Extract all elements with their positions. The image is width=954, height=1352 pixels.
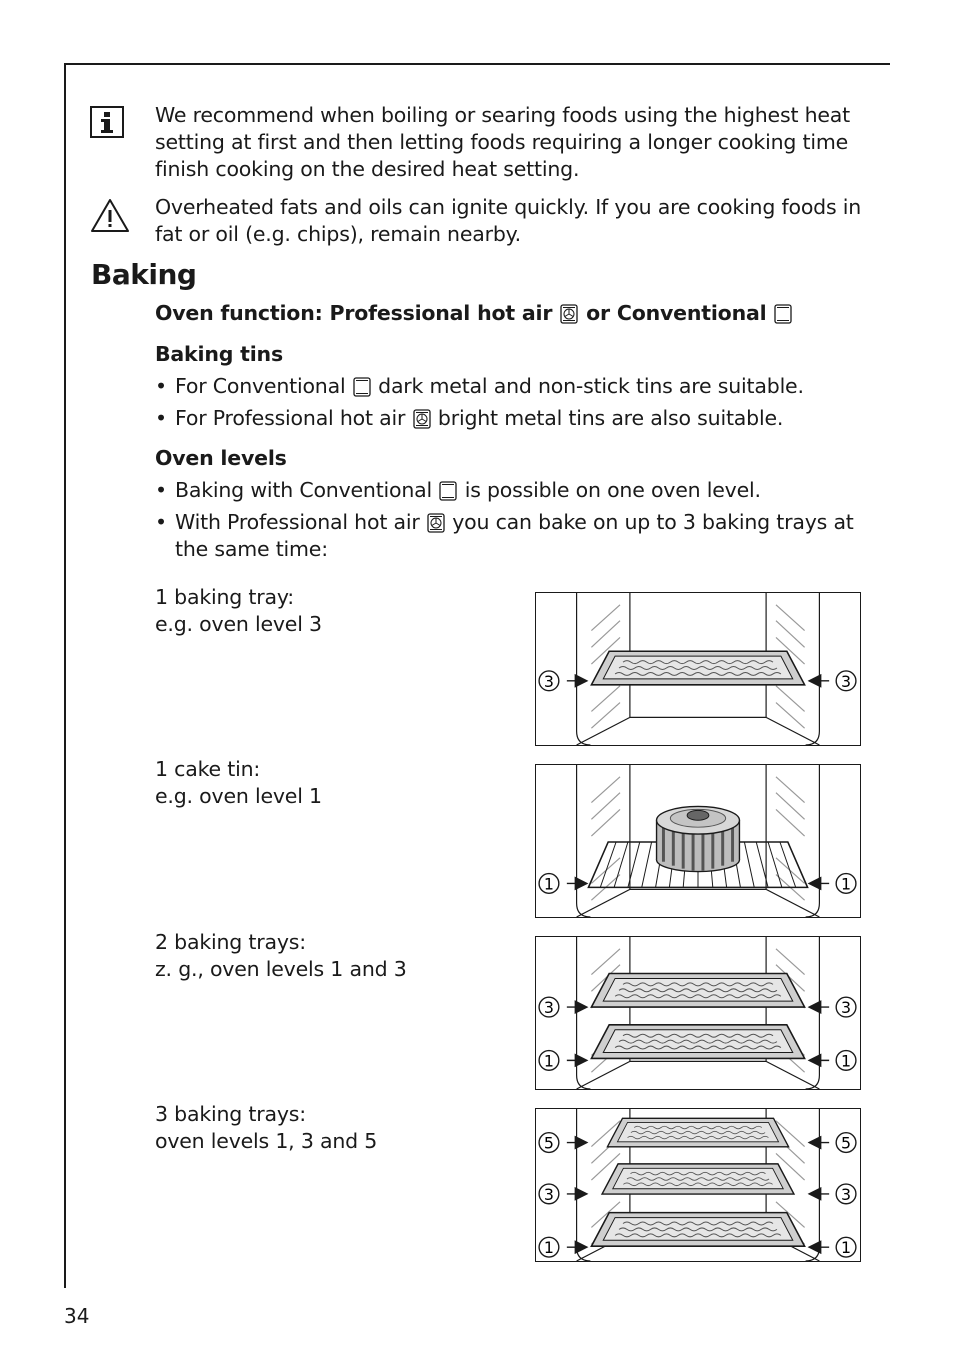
level-label-right: 5: [841, 1133, 852, 1153]
example-caption-line2: e.g. oven level 3: [155, 612, 322, 636]
list-item: [155, 509, 865, 563]
oven-diagram-three-trays: [535, 1108, 861, 1262]
oven-function-prefix: Oven function: Professional hot air: [155, 301, 553, 325]
level-label-right: 3: [841, 1184, 852, 1204]
bullet-dot: •: [155, 510, 167, 534]
level-label-right: 1: [841, 1238, 852, 1258]
bullet-dot: •: [155, 406, 167, 430]
example-caption: [155, 929, 407, 983]
bullet-text: dark metal and non-stick tins are suitable.: [378, 374, 804, 398]
example-caption-line1: 3 baking trays:: [155, 1102, 306, 1126]
oven-levels-heading: Oven levels: [155, 446, 287, 470]
warning-note-text: Overheated fats and oils can ignite quickly. If you are cooking foods in fat or oil (e.g. chips), remain nearby.: [155, 195, 862, 246]
example-caption-line1: 2 baking trays:: [155, 930, 306, 954]
bullet-text: you can bake on up to 3 baking trays at the same time:: [175, 510, 854, 561]
info-note-text: We recommend when boiling or searing foods using the highest heat setting at first and then letting foods requiring a longer cooking time finish cooking on the desired heat setting.: [155, 103, 851, 181]
info-icon: [90, 106, 124, 142]
bullet-text: For Professional hot air: [175, 406, 406, 430]
level-label-left: 1: [543, 1238, 554, 1258]
bullet-dot: •: [155, 374, 167, 398]
oven-diagram-two-trays: [535, 936, 861, 1090]
professional-hot-air-icon: [413, 409, 431, 429]
section-title: Baking: [91, 258, 197, 291]
level-label-left: 3: [543, 1184, 554, 1204]
oven-function-line: [155, 300, 793, 327]
bullet-text: bright metal tins are also suitable.: [437, 406, 784, 430]
level-label-right: 3: [841, 998, 852, 1017]
example-caption-line1: 1 baking tray:: [155, 585, 294, 609]
bullet-text: For Conventional: [175, 374, 346, 398]
level-label-right: 1: [841, 874, 852, 894]
level-label-left: 3: [543, 671, 554, 691]
conventional-heat-icon: [439, 481, 457, 501]
frame-top-rule: [64, 63, 890, 65]
professional-hot-air-icon: [560, 304, 578, 324]
oven-function-or: or Conventional: [586, 301, 767, 325]
example-caption: [155, 1101, 377, 1155]
conventional-heat-icon: [774, 304, 792, 324]
page-number: 34: [64, 1304, 90, 1328]
example-caption-line2: oven levels 1, 3 and 5: [155, 1129, 378, 1153]
bullet-text: Baking with Conventional: [175, 478, 433, 502]
conventional-heat-icon: [353, 377, 371, 397]
list-item: [155, 405, 855, 432]
example-caption: [155, 584, 322, 638]
example-caption: [155, 756, 322, 810]
list-item: [155, 373, 855, 400]
warning-icon: [90, 198, 130, 238]
example-caption-line1: 1 cake tin:: [155, 757, 261, 781]
level-label-right: 3: [841, 671, 852, 691]
frame-left-rule: [64, 63, 66, 1288]
bullet-text: With Professional hot air: [175, 510, 420, 534]
oven-diagram-one-tray: [535, 592, 861, 746]
level-label-left: 5: [543, 1133, 554, 1153]
oven-diagram-cake-tin: [535, 764, 861, 918]
example-caption-line2: z. g., oven levels 1 and 3: [155, 957, 407, 981]
bullet-text: is possible on one oven level.: [464, 478, 761, 502]
baking-tins-heading: Baking tins: [155, 342, 283, 366]
list-item: [155, 477, 855, 504]
level-label-left: 3: [543, 998, 554, 1017]
example-caption-line2: e.g. oven level 1: [155, 784, 322, 808]
professional-hot-air-icon: [427, 513, 445, 533]
level-label-right: 1: [841, 1051, 852, 1071]
level-label-left: 1: [543, 1051, 554, 1071]
bullet-dot: •: [155, 478, 167, 502]
level-label-left: 1: [543, 874, 554, 894]
